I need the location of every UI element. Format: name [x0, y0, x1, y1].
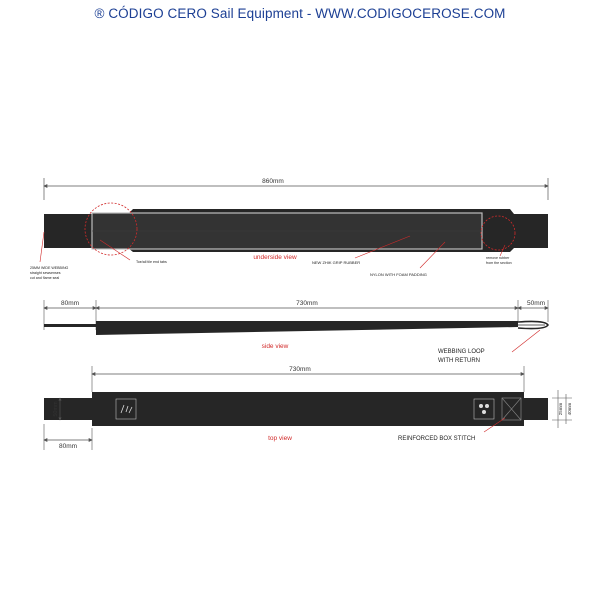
- top-right-webbing: [524, 398, 548, 420]
- top-730-label: 730mm: [289, 366, 311, 373]
- top-left-webbing: [44, 398, 92, 420]
- side-730-label: 730mm: [296, 300, 318, 307]
- webbing-loop-line-1: WEBBING LOOP: [438, 349, 485, 355]
- grip-rubber-label: NEW ZHIK GRIP RUBBER: [312, 260, 361, 265]
- foam-padding-label: NYLON WITH FOAM PADDING: [370, 272, 427, 277]
- bottom-note-line-2: from the section: [486, 261, 512, 265]
- top-80-label: 80mm: [58, 443, 78, 450]
- underside-view: [30, 178, 548, 280]
- side-view-label: side view: [261, 343, 289, 350]
- box-stitch-label: REINFORCED BOX STITCH: [398, 436, 476, 442]
- page-title: ® CÓDIGO CERO Sail Equipment - WWW.CODIGOCEROSE.COM: [94, 6, 506, 21]
- webbing-note-line-3: cut and flame seal: [30, 276, 60, 280]
- webbing-note-line-1: 25MM WIDE WEBBING: [30, 266, 69, 270]
- side-50-label: 50mm: [526, 300, 546, 307]
- underside-view-label: underside view: [253, 254, 297, 261]
- box-stitch-height-label: 40mm: [567, 402, 572, 416]
- side-view: [44, 300, 548, 364]
- webbing-note-line-2: straight sewsenses: [30, 271, 61, 275]
- webbing-loop-line-2: WITH RETURN: [438, 358, 480, 364]
- bottom-note-line-1: remove rubber: [486, 256, 510, 260]
- side-strap-profile: [44, 321, 518, 335]
- webbing-loop-leader: [512, 330, 540, 352]
- top-padded-body: [92, 392, 524, 426]
- overall-length-label: 860mm: [262, 178, 284, 185]
- side-80-label: 80mm: [60, 300, 80, 307]
- webbing-note-leader: [40, 232, 44, 262]
- top-view-label: top view: [268, 435, 292, 442]
- top-view: [44, 366, 572, 450]
- toe-tab-label: Toe/all tile end tabs: [136, 260, 167, 264]
- top-width-label: 50mm: [53, 401, 59, 417]
- webbing-width-label: 25mm: [558, 402, 563, 416]
